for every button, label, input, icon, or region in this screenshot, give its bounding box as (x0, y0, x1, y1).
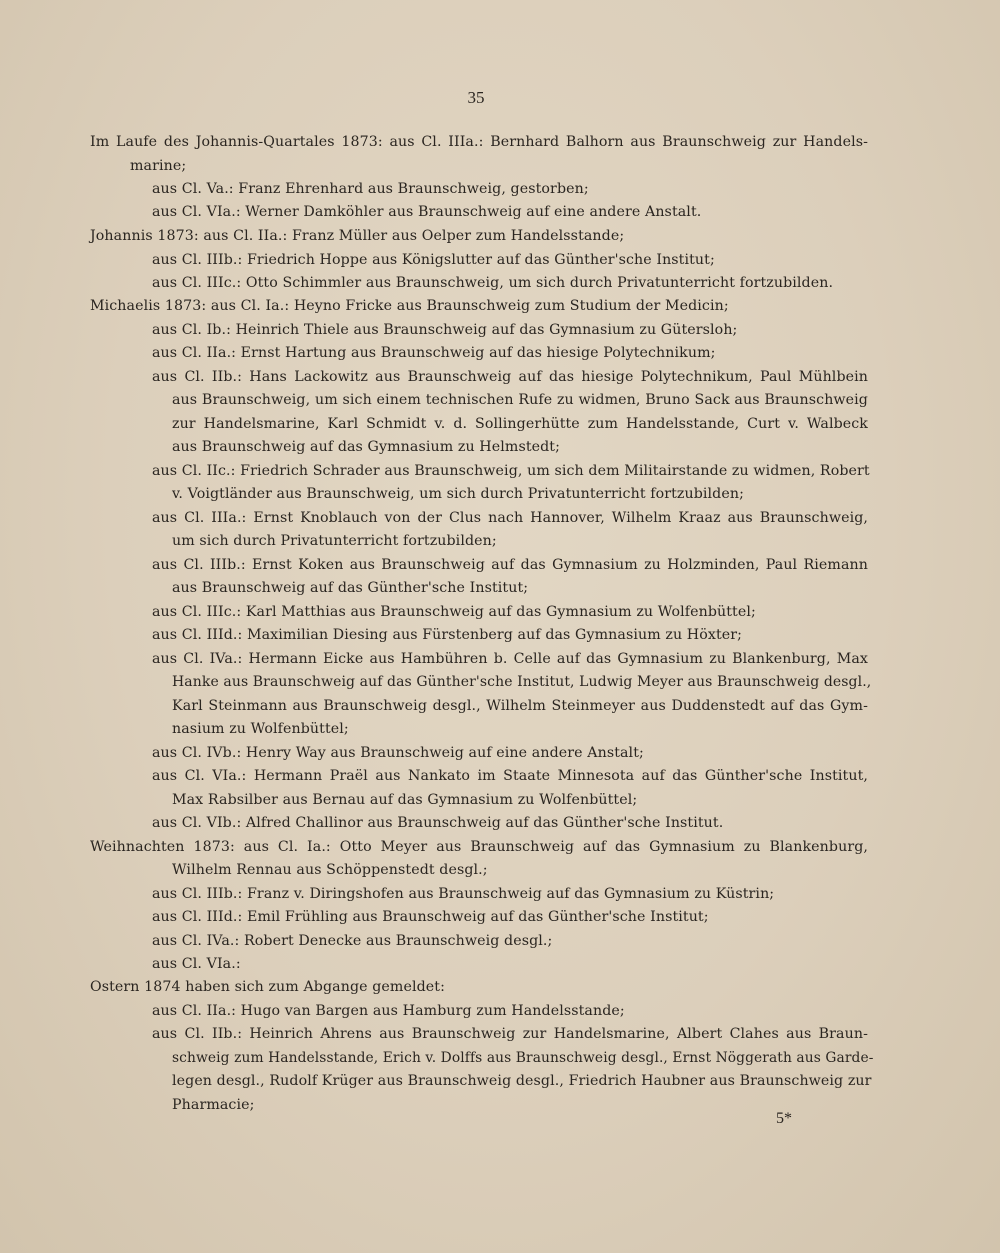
text-line: Pharmacie; (172, 1097, 255, 1113)
text-line: Michaelis 1873: aus Cl. Ia.: Heyno Fricke aus Braunschweig zum Studium der Medicin; (90, 298, 729, 314)
text-line: aus Cl. IIIb.: Friedrich Hoppe aus Königslutter auf das Günther'sche Institut; (152, 252, 715, 268)
text-line: aus Cl. VIa.: Werner Damköhler aus Braunschweig auf eine andere Anstalt. (152, 204, 702, 220)
text-line: Im Laufe des Johannis-Quartales 1873: aus Cl. IIIa.: Bernhard Balhorn aus Braunschweig zur Handels- (90, 134, 868, 150)
text-line: Wilhelm Rennau aus Schöppenstedt desgl.; (172, 862, 488, 878)
text-line: Karl Steinmann aus Braunschweig desgl., Wilhelm Steinmeyer aus Duddenstedt auf das Gym- (172, 698, 868, 714)
text-line: aus Cl. IIc.: Friedrich Schrader aus Braunschweig, um sich dem Militairstande zu widmen, Robert (152, 463, 870, 479)
text-line: aus Cl. Ib.: Heinrich Thiele aus Braunschweig auf das Gymnasium zu Gütersloh; (152, 322, 738, 338)
text-line: aus Cl. Va.: Franz Ehrenhard aus Braunschweig, gestorben; (152, 181, 589, 197)
text-line: aus Cl. IIIc.: Otto Schimmler aus Braunschweig, um sich durch Privatunterricht fortzubilden. (152, 275, 834, 291)
text-line: Ostern 1874 haben sich zum Abgange gemeldet: (90, 979, 445, 995)
text-line: aus Cl. IIIb.: Ernst Koken aus Braunschweig auf das Gymnasium zu Holzminden, Paul Riemann (152, 557, 868, 573)
text-line: aus Cl. IIa.: Ernst Hartung aus Braunschweig auf das hiesige Polytechnikum; (152, 345, 716, 361)
text-line: aus Cl. IIb.: Heinrich Ahrens aus Braunschweig zur Handelsmarine, Albert Clahes aus Braun- (152, 1026, 868, 1042)
text-line: aus Braunschweig auf das Günther'sche Institut; (172, 580, 529, 596)
text-line: aus Cl. IIa.: Hugo van Bargen aus Hamburg zum Handelsstande; (152, 1003, 625, 1019)
text-line: v. Voigtländer aus Braunschweig, um sich durch Privatunterricht fortzubilden; (172, 486, 744, 502)
text-line: aus Cl. IIId.: Maximilian Diesing aus Fürstenberg auf das Gymnasium zu Höxter; (152, 627, 743, 643)
text-line: Weihnachten 1873: aus Cl. Ia.: Otto Meyer aus Braunschweig auf das Gymnasium zu Blankenburg, (90, 839, 868, 855)
text-line: aus Cl. IIIb.: Franz v. Diringshofen aus Braunschweig auf das Gymnasium zu Küstrin; (152, 886, 775, 902)
text-line: schweig zum Handelsstande, Erich v. Dolffs aus Braunschweig desgl., Ernst Nöggerath aus Garde- (172, 1050, 874, 1066)
text-line: zur Handelsmarine, Karl Schmidt v. d. Sollingerhütte zum Handelsstande, Curt v. Walbeck (172, 416, 868, 432)
text-line: aus Cl. IVa.: Robert Denecke aus Braunschweig desgl.; (152, 933, 553, 949)
text-line: nasium zu Wolfenbüttel; (172, 721, 349, 737)
text-line: aus Cl. IIb.: Hans Lackowitz aus Braunschweig auf das hiesige Polytechnikum, Paul Mühlbein (152, 369, 868, 385)
text-line: aus Braunschweig auf das Gymnasium zu Helmstedt; (172, 439, 560, 455)
text-line: legen desgl., Rudolf Krüger aus Braunschweig desgl., Friedrich Haubner aus Braunschweig zur (172, 1073, 872, 1089)
text-line: aus Braunschweig, um sich einem technischen Rufe zu widmen, Bruno Sack aus Braunschweig (172, 392, 868, 408)
text-line: Johannis 1873: aus Cl. IIa.: Franz Müller aus Oelper zum Handelsstande; (90, 228, 625, 244)
text-line: aus Cl. VIb.: Alfred Challinor aus Braunschweig auf das Günther'sche Institut. (152, 815, 724, 831)
text-line: Hanke aus Braunschweig auf das Günther'sche Institut, Ludwig Meyer aus Braunschweig desgl., (172, 674, 872, 690)
text-line: aus Cl. IIIc.: Karl Matthias aus Braunschweig auf das Gymnasium zu Wolfenbüttel; (152, 604, 756, 620)
signature-mark: 5* (776, 1110, 792, 1127)
text-line: Max Rabsilber aus Bernau auf das Gymnasium zu Wolfenbüttel; (172, 792, 638, 808)
text-line: aus Cl. VIa.: Hermann Praël aus Nankato im Staate Minnesota auf das Günther'sche Institut, (152, 768, 868, 784)
text-line: aus Cl. IVa.: Hermann Eicke aus Hambühren b. Celle auf das Gymnasium zu Blankenburg, Max (152, 651, 868, 667)
text-line: um sich durch Privatunterricht fortzubilden; (172, 533, 497, 549)
text-line: aus Cl. IIId.: Emil Frühling aus Braunschweig auf das Günther'sche Institut; (152, 909, 709, 925)
text-line: marine; (130, 158, 187, 174)
text-line: aus Cl. VIa.: (152, 956, 241, 972)
page-number: 35 (467, 88, 485, 107)
text-line: aus Cl. IIIa.: Ernst Knoblauch von der Clus nach Hannover, Wilhelm Kraaz aus Braunschweig, (152, 510, 868, 526)
text-line: aus Cl. IVb.: Henry Way aus Braunschweig auf eine andere Anstalt; (152, 745, 644, 761)
